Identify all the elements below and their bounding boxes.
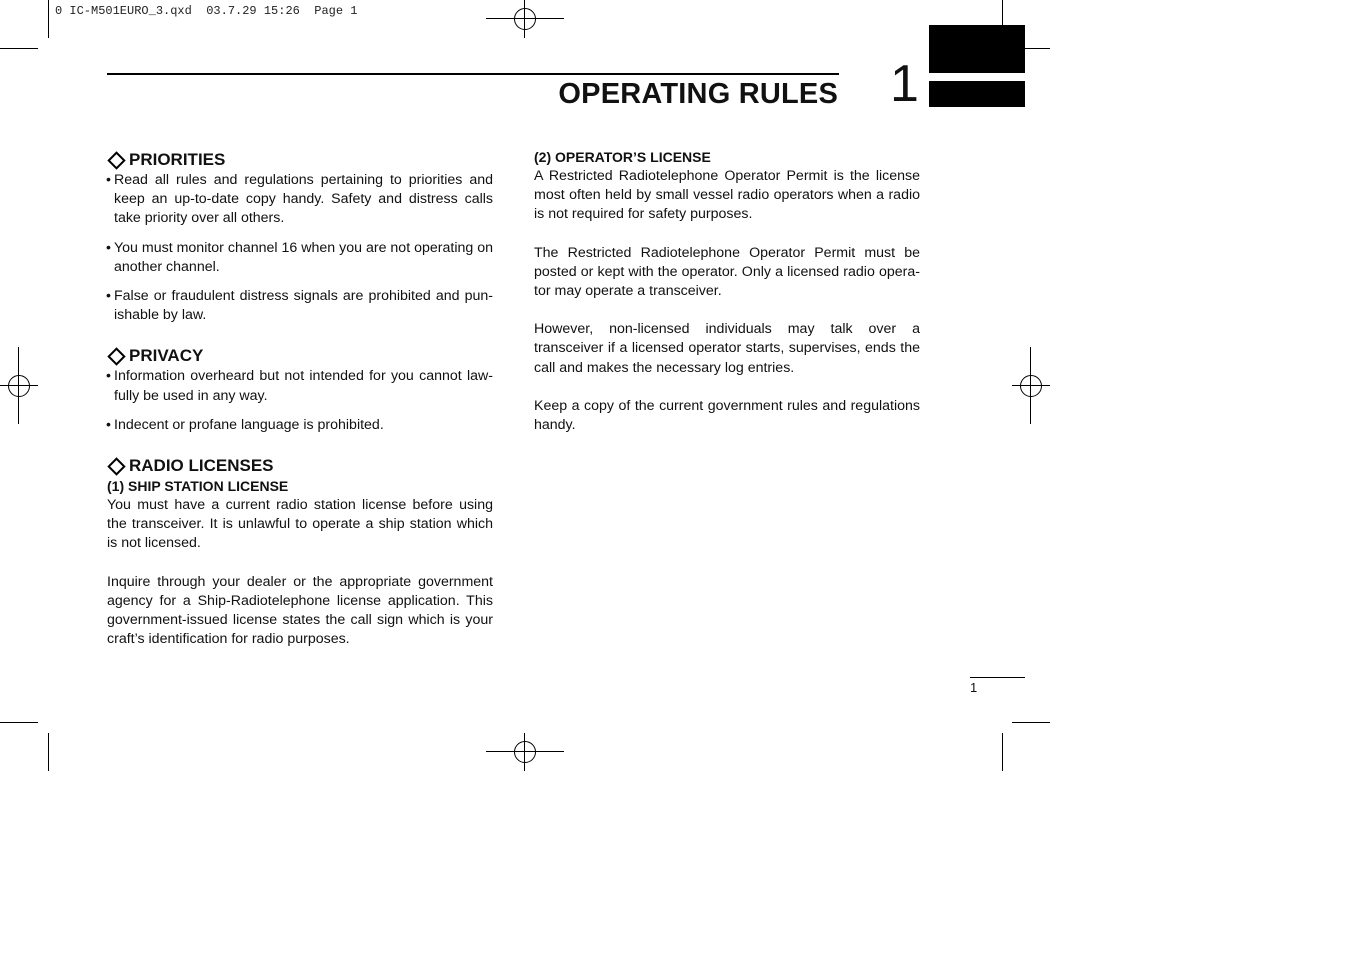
sub-heading-ship-station: (1) SHIP STATION LICENSE: [107, 478, 289, 495]
diamond-icon: [107, 457, 125, 475]
section-heading-priorities: PRIORITIES: [107, 150, 493, 170]
section-heading-radio-licenses: RADIO LICENSES: [107, 456, 493, 476]
crop-mark: [0, 48, 38, 49]
print-slug: 0 IC-M501EURO_3.qxd 03.7.29 15:26 Page 1: [55, 4, 358, 18]
diamond-icon: [107, 151, 125, 169]
list-item: • False or fraudulent distress signals are prohibited and pun-ishable by law.: [107, 287, 493, 325]
crop-mark: [48, 733, 49, 771]
paragraph: You must have a current radio station license before using the transceiver. It is unlawful to operate a ship station which is not licensed.: [107, 497, 493, 552]
chapter-tab-lower: [929, 81, 1025, 107]
privacy-list: [107, 367, 493, 435]
crop-mark: [1002, 733, 1003, 771]
paragraph: A Restricted Radiotelephone Operator Permit is the license most often held by small vessel radio operators when a radio is not required for safety purposes.: [534, 168, 920, 223]
section-heading-privacy: PRIVACY: [107, 346, 493, 366]
footer-rule: [970, 677, 1025, 678]
paragraph: The Restricted Radiotelephone Operator Permit must be posted or kept with the operator. Only a licensed radio opera-tor may operate a transceiver.: [534, 244, 920, 300]
page-title: OPERATING RULES: [558, 78, 838, 110]
paragraph: Inquire through your dealer or the appropriate government agency for a Ship-Radiotelephone license application. This government-issued license states the call sign which is your craft’s identification for radio purposes.: [107, 573, 493, 648]
paragraph: Keep a copy of the current government rules and regulations handy.: [534, 397, 920, 434]
page-number: 1: [970, 680, 978, 695]
list-item: • Indecent or profane language is prohibited.: [107, 416, 493, 435]
crop-mark: [48, 0, 49, 38]
crop-mark: [1012, 722, 1050, 723]
list-item: • Information overheard but not intended for you cannot law-fully be used in any way.: [107, 367, 493, 405]
diamond-icon: [107, 347, 125, 365]
chapter-number: 1: [890, 55, 919, 113]
list-item: • You must monitor channel 16 when you are not operating on another channel.: [107, 239, 493, 277]
header-rule: [107, 73, 839, 75]
left-column: [107, 150, 493, 649]
crop-mark: [0, 722, 38, 723]
priorities-list: [107, 171, 493, 325]
paragraph: However, non-licensed individuals may talk over a transceiver if a licensed operator starts, supervises, ends the call and makes the necessary log entries.: [534, 321, 920, 376]
right-column: [534, 148, 920, 435]
sub-heading-operator-license: (2) OPERATOR’S LICENSE: [534, 149, 711, 165]
list-item: • Read all rules and regulations pertaining to priorities and keep an up-to-date copy handy. Safety and distress calls take priority over all others.: [107, 171, 493, 229]
chapter-tab-upper: [929, 25, 1025, 73]
